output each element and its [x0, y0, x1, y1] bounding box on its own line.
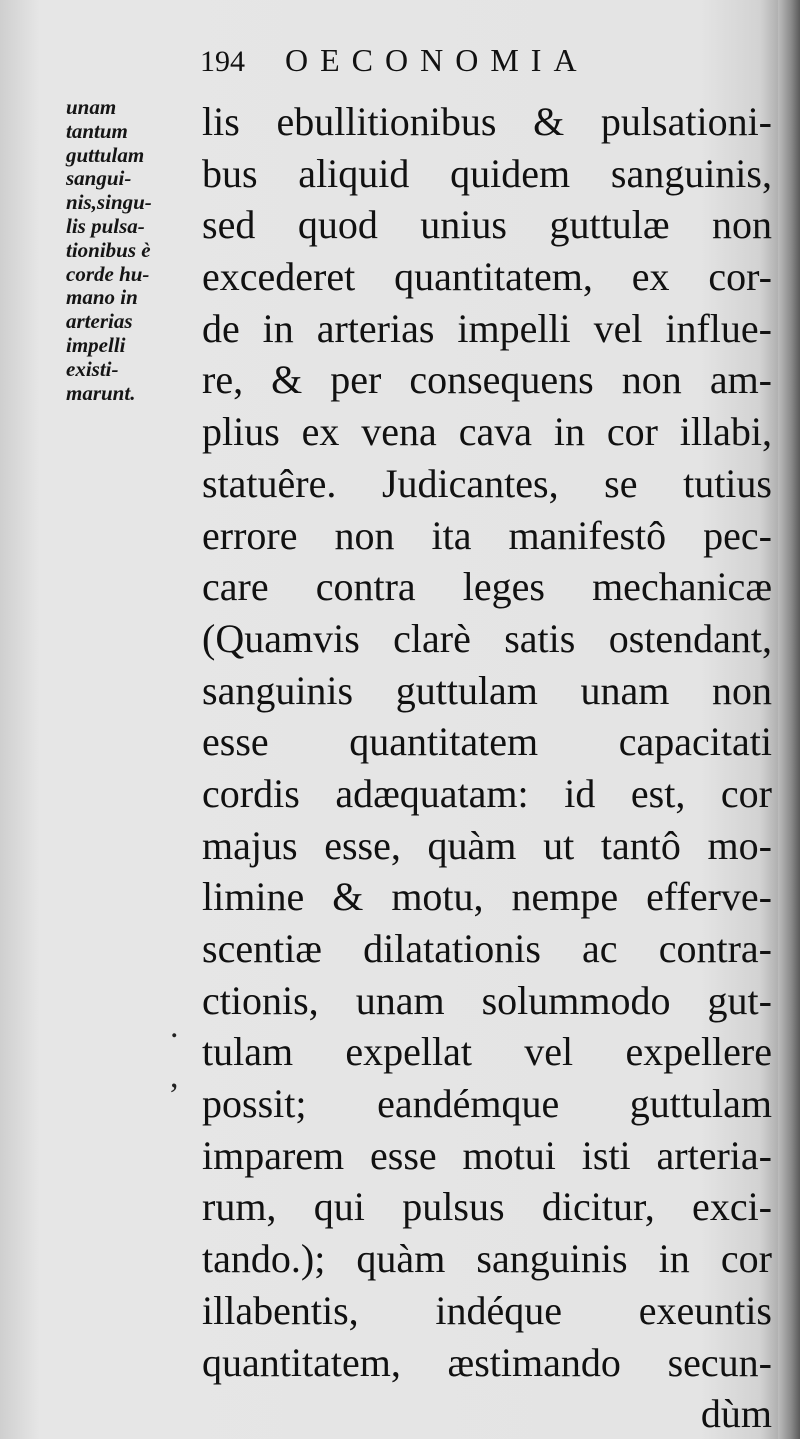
margin-dot: . — [170, 1008, 179, 1045]
text-line: cordis adæquatam: id est, cor — [202, 770, 772, 816]
text-line: care contra leges mechanicæ — [202, 564, 772, 610]
text-line: limine & motu, nempe efferve- — [202, 874, 772, 920]
text-line: tulam expellat vel expellere — [202, 1029, 772, 1075]
page-header — [200, 42, 589, 92]
text-line: esse quantitatem capacitati — [202, 719, 772, 765]
catchword: dùm — [700, 1391, 772, 1437]
text-line: re, & per consequens non am- — [202, 357, 772, 403]
running-title: OECONOMIA — [285, 42, 589, 78]
text-line: bus aliquid quidem sanguinis, — [202, 150, 772, 196]
text-line: majus esse, quàm ut tantô mo- — [202, 822, 772, 868]
page-number: 194 — [200, 45, 245, 78]
text-line: statuêre. Judicantes, se tutius — [202, 460, 772, 506]
text-line: scentiæ dilatationis ac contra- — [202, 926, 772, 971]
text-line: excederet quantitatem, ex cor- — [202, 254, 772, 300]
text-line: plius ex vena cava in cor illabi, — [202, 409, 772, 455]
text-line: quantitatem, æstimando secun- — [202, 1339, 772, 1385]
text-line: imparem esse motui isti arteria- — [202, 1132, 772, 1178]
text-line: lis ebullitionibus & pulsationi- — [202, 99, 772, 144]
text-line: errore non ita manifestô pec- — [202, 512, 772, 558]
text-line: (Quamvis clarè satis ostendant, — [202, 615, 772, 661]
text-line: ctionis, unam solummodo gut- — [202, 977, 772, 1023]
page-edge-shadow — [778, 0, 800, 1439]
text-line: sanguinis guttulam unam non — [202, 667, 772, 713]
text-line: rum, qui pulsus dicitur, exci- — [202, 1184, 772, 1230]
marginal-note: unam tantum guttulam sangui- nis,singu- lis pulsa- tionibus è corde hu- mano in arterias impelli existi- marunt. — [66, 95, 152, 405]
text-line: sed quod unius guttulæ non — [202, 202, 772, 248]
text-line: tando.); quàm sanguinis in cor — [202, 1236, 772, 1282]
text-line: possit; eandémque guttulam — [202, 1081, 772, 1127]
text-line: de in arterias impelli vel influe- — [202, 305, 772, 351]
body-text — [202, 96, 772, 1439]
margin-dot: , — [170, 1058, 179, 1095]
text-line: illabentis, indéque exeuntis — [202, 1287, 772, 1333]
